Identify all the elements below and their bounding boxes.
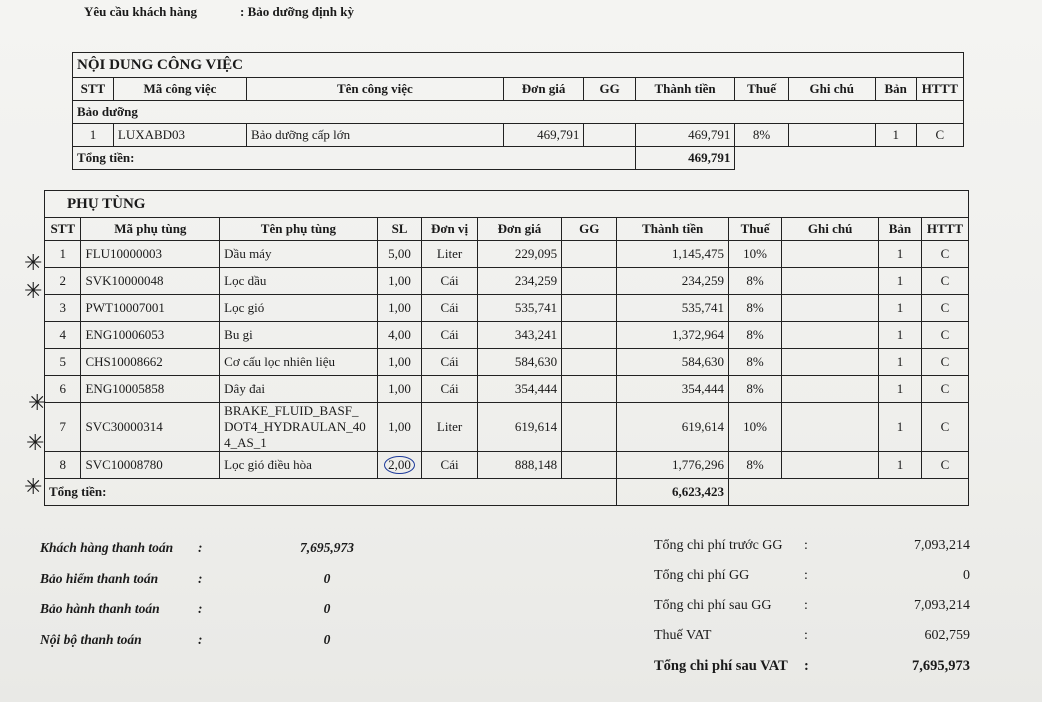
part-unit: Cái <box>422 322 477 349</box>
part-tax: 8% <box>728 322 781 349</box>
part-code: ENG10006053 <box>81 322 220 349</box>
part-unit: Liter <box>422 241 477 268</box>
work-col-header: GG <box>584 78 635 101</box>
parts-col-header: Bản <box>879 218 922 241</box>
work-table <box>72 52 964 170</box>
part-qty: 1,00 <box>377 268 422 295</box>
work-note <box>788 124 875 147</box>
part-httt: C <box>921 322 968 349</box>
parts-header-row <box>45 218 969 241</box>
part-qty: 1,00 <box>377 295 422 322</box>
work-total-row <box>73 147 964 170</box>
work-col-header: Mã công việc <box>113 78 246 101</box>
parts-col-header: Đơn giá <box>477 218 561 241</box>
payment-summary <box>40 540 360 662</box>
parts-col-header: GG <box>562 218 617 241</box>
payment-value: 0 <box>323 601 331 616</box>
table-row <box>45 376 969 403</box>
part-ban: 1 <box>879 241 922 268</box>
part-stt: 7 <box>45 403 81 452</box>
colon: : <box>804 658 809 674</box>
part-qty <box>377 452 422 479</box>
cost-label: Tổng chi phí sau GG <box>654 598 772 613</box>
part-tax: 8% <box>728 376 781 403</box>
part-note <box>782 268 879 295</box>
work-col-header: Ghi chú <box>788 78 875 101</box>
part-stt: 6 <box>45 376 81 403</box>
parts-col-header: STT <box>45 218 81 241</box>
cost-label: Thuế VAT <box>654 628 712 643</box>
part-amount: 1,776,296 <box>617 452 729 479</box>
work-col-header: STT <box>73 78 114 101</box>
part-name <box>220 403 377 452</box>
circled-quantity: 2,00 <box>384 456 415 474</box>
work-name: Bảo dưỡng cấp lớn <box>246 124 503 147</box>
part-note <box>782 241 879 268</box>
part-unit: Cái <box>422 452 477 479</box>
part-stt: 8 <box>45 452 81 479</box>
cost-value: 7,093,214 <box>914 538 970 553</box>
work-price: 469,791 <box>503 124 584 147</box>
work-col-header: HTTT <box>916 78 963 101</box>
part-gg <box>562 403 617 452</box>
part-tax: 8% <box>728 452 781 479</box>
parts-col-header: Thành tiền <box>617 218 729 241</box>
asterisk-mark-icon: ✳ <box>26 430 45 455</box>
colon: : <box>804 628 808 643</box>
asterisk-mark-icon: ✳ <box>24 474 43 499</box>
part-code: SVK10000048 <box>81 268 220 295</box>
part-note <box>782 349 879 376</box>
part-price: 354,444 <box>477 376 561 403</box>
work-total-value: 469,791 <box>635 147 735 170</box>
part-httt: C <box>921 403 968 452</box>
customer-request-line <box>84 4 354 20</box>
part-ban: 1 <box>879 403 922 452</box>
parts-total-row <box>45 479 969 506</box>
work-ban: 1 <box>875 124 916 147</box>
part-note <box>782 403 879 452</box>
table-row <box>45 452 969 479</box>
work-col-header: Thuế <box>735 78 788 101</box>
colon: : <box>804 538 808 553</box>
table-row <box>45 268 969 295</box>
part-ban: 1 <box>879 268 922 295</box>
table-row <box>45 322 969 349</box>
parts-col-header: HTTT <box>921 218 968 241</box>
parts-col-header: SL <box>377 218 422 241</box>
part-code: SVC30000314 <box>81 403 220 452</box>
part-stt: 5 <box>45 349 81 376</box>
part-code: CHS10008662 <box>81 349 220 376</box>
part-price: 584,630 <box>477 349 561 376</box>
part-tax: 8% <box>728 268 781 295</box>
table-row <box>73 124 964 147</box>
table-row <box>45 241 969 268</box>
part-price: 229,095 <box>477 241 561 268</box>
work-code: LUXABD03 <box>113 124 246 147</box>
part-amount: 1,372,964 <box>617 322 729 349</box>
table-row <box>45 349 969 376</box>
part-qty: 1,00 <box>377 349 422 376</box>
payment-label: Bảo hành thanh toán <box>40 601 160 616</box>
part-gg <box>562 349 617 376</box>
cost-label: Tổng chi phí sau VAT <box>654 658 788 674</box>
part-gg <box>562 322 617 349</box>
part-tax: 10% <box>728 241 781 268</box>
part-ban: 1 <box>879 322 922 349</box>
table-row <box>45 403 969 452</box>
work-col-header: Thành tiền <box>635 78 735 101</box>
parts-total-value: 6,623,423 <box>617 479 729 506</box>
part-gg <box>562 452 617 479</box>
payment-label: Bảo hiểm thanh toán <box>40 570 159 586</box>
payment-row <box>40 571 360 602</box>
colon: : <box>804 598 808 613</box>
payment-row <box>40 540 360 571</box>
part-amount: 1,145,475 <box>617 241 729 268</box>
parts-col-header: Mã phụ tùng <box>81 218 220 241</box>
part-ban: 1 <box>879 349 922 376</box>
cost-value: 602,759 <box>924 628 970 643</box>
part-qty: 1,00 <box>377 376 422 403</box>
part-amount: 619,614 <box>617 403 729 452</box>
payment-label: Khách hàng thanh toán <box>40 540 174 555</box>
work-amount: 469,791 <box>635 124 735 147</box>
parts-section-title: PHỤ TÙNG <box>45 191 969 218</box>
part-code: FLU10000003 <box>81 241 220 268</box>
payment-row <box>40 632 360 663</box>
cost-label: Tổng chi phí trước GG <box>654 538 783 553</box>
cost-row <box>654 658 984 688</box>
part-code: PWT10007001 <box>81 295 220 322</box>
part-ban: 1 <box>879 376 922 403</box>
work-total-label: Tổng tiền: <box>73 147 636 170</box>
part-stt: 1 <box>45 241 81 268</box>
work-gg <box>584 124 635 147</box>
cost-value: 7,695,973 <box>912 658 970 674</box>
cost-summary <box>654 538 984 688</box>
work-httt: C <box>916 124 963 147</box>
part-price: 888,148 <box>477 452 561 479</box>
cost-value: 7,093,214 <box>914 598 970 613</box>
part-unit: Cái <box>422 376 477 403</box>
parts-total-label: Tổng tiền: <box>45 479 617 506</box>
part-httt: C <box>921 349 968 376</box>
part-stt: 4 <box>45 322 81 349</box>
part-gg <box>562 268 617 295</box>
part-amount: 354,444 <box>617 376 729 403</box>
part-unit: Cái <box>422 268 477 295</box>
cost-label: Tổng chi phí GG <box>654 568 750 583</box>
part-note <box>782 376 879 403</box>
part-unit: Cái <box>422 349 477 376</box>
part-name: Lọc dầu <box>220 268 377 295</box>
colon: : <box>198 631 203 647</box>
cost-row <box>654 538 984 568</box>
part-amount: 234,259 <box>617 268 729 295</box>
customer-request-label: Yêu cầu khách hàng <box>84 4 198 19</box>
part-gg <box>562 295 617 322</box>
part-amount: 584,630 <box>617 349 729 376</box>
parts-col-header: Đơn vị <box>422 218 477 241</box>
payment-value: 0 <box>323 631 331 647</box>
part-tax: 10% <box>728 403 781 452</box>
part-price: 619,614 <box>477 403 561 452</box>
payment-label: Nội bộ thanh toán <box>40 631 142 647</box>
part-name-text: BRAKE_FLUID_BASF_ DOT4_HYDRAULAN_40 4_AS_1 <box>224 403 366 450</box>
cost-row <box>654 568 984 598</box>
part-httt: C <box>921 452 968 479</box>
part-amount: 535,741 <box>617 295 729 322</box>
part-unit: Cái <box>422 295 477 322</box>
part-name: Bu gi <box>220 322 377 349</box>
part-name: Dây đai <box>220 376 377 403</box>
asterisk-mark-icon: ✳ <box>28 390 47 415</box>
work-tax: 8% <box>735 124 788 147</box>
work-col-header: Đơn giá <box>503 78 584 101</box>
colon: : <box>804 568 808 583</box>
work-header-row <box>73 78 964 101</box>
part-price: 234,259 <box>477 268 561 295</box>
part-name: Lọc gió <box>220 295 377 322</box>
asterisk-mark-icon: ✳ <box>24 250 43 275</box>
part-gg <box>562 241 617 268</box>
part-ban: 1 <box>879 295 922 322</box>
work-group-label: Bảo dưỡng <box>73 101 964 124</box>
cost-row <box>654 628 984 658</box>
parts-col-header: Thuế <box>728 218 781 241</box>
payment-value: 7,695,973 <box>300 540 354 555</box>
part-note <box>782 295 879 322</box>
colon: : <box>198 601 203 616</box>
payment-row <box>40 601 360 632</box>
cost-value: 0 <box>963 568 970 583</box>
part-stt: 3 <box>45 295 81 322</box>
work-col-header: Bản <box>875 78 916 101</box>
part-qty: 1,00 <box>377 403 422 452</box>
part-name: Dầu máy <box>220 241 377 268</box>
part-name: Cơ cấu lọc nhiên liệu <box>220 349 377 376</box>
part-code: ENG10005858 <box>81 376 220 403</box>
work-stt: 1 <box>73 124 114 147</box>
part-gg <box>562 376 617 403</box>
part-note <box>782 322 879 349</box>
part-code: SVC10008780 <box>81 452 220 479</box>
colon: : <box>198 540 203 555</box>
part-unit: Liter <box>422 403 477 452</box>
part-price: 535,741 <box>477 295 561 322</box>
part-httt: C <box>921 376 968 403</box>
part-httt: C <box>921 268 968 295</box>
part-tax: 8% <box>728 295 781 322</box>
colon: : <box>198 570 203 586</box>
parts-col-header: Tên phụ tùng <box>220 218 377 241</box>
part-note <box>782 452 879 479</box>
table-row <box>45 295 969 322</box>
parts-col-header: Ghi chú <box>782 218 879 241</box>
part-ban: 1 <box>879 452 922 479</box>
part-stt: 2 <box>45 268 81 295</box>
part-qty: 4,00 <box>377 322 422 349</box>
work-section-title: NỘI DUNG CÔNG VIỆC <box>73 53 964 78</box>
part-tax: 8% <box>728 349 781 376</box>
asterisk-mark-icon: ✳ <box>24 278 43 303</box>
parts-table <box>44 190 969 506</box>
payment-value: 0 <box>323 570 331 586</box>
work-col-header: Tên công việc <box>246 78 503 101</box>
part-qty: 5,00 <box>377 241 422 268</box>
part-httt: C <box>921 241 968 268</box>
part-name: Lọc gió điều hòa <box>220 452 377 479</box>
part-price: 343,241 <box>477 322 561 349</box>
customer-request-value: : Bảo dưỡng định kỳ <box>240 4 354 19</box>
cost-row <box>654 598 984 628</box>
part-httt: C <box>921 295 968 322</box>
